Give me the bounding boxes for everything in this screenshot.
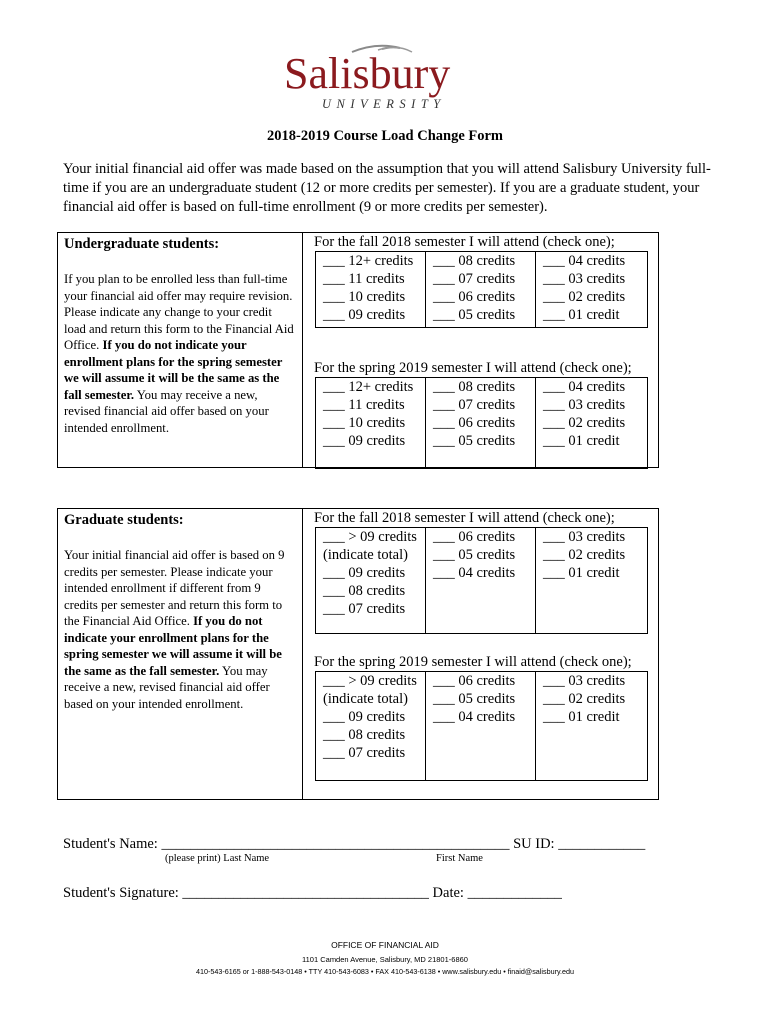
- grad-spring-options: [315, 671, 648, 781]
- footer-address: 1101 Camden Avenue, Salisbury, MD 21801-6860: [302, 955, 468, 964]
- credit-column: [536, 528, 647, 633]
- credit-option[interactable]: ___ 04 credits: [543, 253, 626, 269]
- credit-column: [316, 528, 426, 633]
- intro-paragraph: Your initial financial aid offer was made based on the assumption that you will attend Salisbury University full-time if you are an undergraduate student (12 or more credits per semester). If you are a graduate student, your financial aid offer is based on full-time enrollment (9 or more credits per semester).: [63, 161, 711, 215]
- credit-option[interactable]: ___ 07 credits: [323, 745, 406, 761]
- footer-office: OFFICE OF FINANCIAL AID: [331, 940, 439, 950]
- credit-option[interactable]: ___ 06 credits: [433, 673, 516, 689]
- credit-option[interactable]: ___ 01 credit: [543, 709, 620, 725]
- credit-column: [316, 252, 426, 327]
- credit-option[interactable]: ___ 11 credits: [323, 271, 405, 287]
- graduate-instructions: Your initial financial aid offer is based on 9 credits per semester. Please indicate your intended enrollment if different from 9 credits per semester and return this form to the Financial Aid Office. If you do not indicate your enrollment plans for the spring semester we will assume it will be the same as the fall semester. You may receive a new, revised financial aid offer based on your intended enrollment.: [64, 548, 285, 711]
- undergraduate-heading: Undergraduate students:: [64, 236, 220, 252]
- credit-option[interactable]: ___ 09 credits: [323, 709, 406, 725]
- first-name-caption: First Name: [436, 853, 483, 864]
- credit-option[interactable]: ___ 09 credits: [323, 565, 406, 581]
- undergrad-fall-label: For the fall 2018 semester I will attend (check one);: [314, 234, 615, 250]
- svg-text:Salisbury: Salisbury: [284, 49, 451, 98]
- credit-option[interactable]: ___ 08 credits: [323, 727, 406, 743]
- undergraduate-section: [57, 232, 659, 468]
- credit-option[interactable]: ___ 08 credits: [433, 253, 516, 269]
- grad-fall-label: For the fall 2018 semester I will attend (check one);: [314, 510, 615, 526]
- credit-option[interactable]: ___ > 09 credits: [323, 673, 417, 689]
- graduate-heading: Graduate students:: [64, 512, 184, 528]
- credit-option[interactable]: ___ 02 credits: [543, 415, 626, 431]
- credit-option[interactable]: ___ 09 credits: [323, 307, 406, 323]
- undergrad-spring-options: [315, 377, 648, 469]
- credit-column: [316, 672, 426, 780]
- credit-option[interactable]: ___ 06 credits: [433, 415, 516, 431]
- credit-option[interactable]: ___ 03 credits: [543, 529, 626, 545]
- grad-spring-label: For the spring 2019 semester I will attend (check one);: [314, 654, 632, 670]
- credit-option[interactable]: ___ 03 credits: [543, 397, 626, 413]
- credit-option[interactable]: ___ 01 credit: [543, 433, 620, 449]
- credit-option-note: (indicate total): [323, 547, 408, 563]
- credit-column: [316, 378, 426, 468]
- credit-option[interactable]: ___ 10 credits: [323, 415, 406, 431]
- credit-column: [536, 672, 647, 780]
- credit-option[interactable]: ___ 07 credits: [433, 271, 516, 287]
- credit-column: [426, 378, 536, 468]
- undergraduate-info: [58, 233, 303, 467]
- form-title: 2018-2019 Course Load Change Form: [266, 128, 504, 144]
- credit-option[interactable]: ___ 01 credit: [543, 307, 620, 323]
- undergrad-fall-options: [315, 251, 648, 328]
- credit-option[interactable]: ___ 08 credits: [323, 583, 406, 599]
- credit-option[interactable]: ___ 02 credits: [543, 289, 626, 305]
- gull-logo-icon: [282, 40, 492, 112]
- footer-contact: 410-543-6165 or 1-888-543-0148 • TTY 410-543-6083 • FAX 410-543-6138 • www.salisbury.edu • finaid@salisbury.edu: [195, 967, 575, 976]
- credit-column: [426, 672, 536, 780]
- credit-option[interactable]: ___ 10 credits: [323, 289, 406, 305]
- credit-option[interactable]: ___ 02 credits: [543, 691, 626, 707]
- credit-option[interactable]: ___ 12+ credits: [323, 253, 414, 269]
- credit-option[interactable]: ___ 07 credits: [323, 601, 406, 617]
- credit-column: [536, 252, 647, 327]
- credit-option[interactable]: ___ 05 credits: [433, 691, 516, 707]
- credit-column: [426, 252, 536, 327]
- credit-option[interactable]: ___ 08 credits: [433, 379, 516, 395]
- credit-option-note: (indicate total): [323, 691, 408, 707]
- grad-fall-options: [315, 527, 648, 634]
- credit-option[interactable]: ___ 04 credits: [543, 379, 626, 395]
- credit-option[interactable]: ___ 06 credits: [433, 289, 516, 305]
- graduate-section: [57, 508, 659, 800]
- credit-option[interactable]: ___ 05 credits: [433, 547, 516, 563]
- credit-option[interactable]: ___ 03 credits: [543, 673, 626, 689]
- svg-text:UNIVERSITY: UNIVERSITY: [322, 97, 446, 111]
- graduate-info: [58, 509, 303, 799]
- credit-column: [536, 378, 647, 468]
- credit-option[interactable]: ___ 11 credits: [323, 397, 405, 413]
- student-signature-line[interactable]: Student's Signature: __________________________________ Date: _____________: [63, 885, 562, 901]
- credit-option[interactable]: ___ 04 credits: [433, 565, 516, 581]
- credit-option[interactable]: ___ 05 credits: [433, 433, 516, 449]
- credit-column: [426, 528, 536, 633]
- undergraduate-instructions: If you plan to be enrolled less than full-time your financial aid offer may require revision. Please indicate any change to your credit load and return this form to the Financial Aid Office. If you do not indicate your enrollment plans for the spring semester we will assume it will be the same as the fall semester. You may receive a new, revised financial aid offer based on your intended enrollment.: [64, 272, 294, 435]
- undergrad-spring-label: For the spring 2019 semester I will attend (check one);: [314, 360, 632, 376]
- credit-option[interactable]: ___ 01 credit: [543, 565, 620, 581]
- last-name-caption: (please print) Last Name: [165, 853, 270, 864]
- credit-option[interactable]: ___ 04 credits: [433, 709, 516, 725]
- credit-option[interactable]: ___ > 09 credits: [323, 529, 417, 545]
- credit-option[interactable]: ___ 07 credits: [433, 397, 516, 413]
- salisbury-university-logo: [282, 40, 492, 112]
- credit-option[interactable]: ___ 06 credits: [433, 529, 516, 545]
- credit-option[interactable]: ___ 12+ credits: [323, 379, 414, 395]
- credit-option[interactable]: ___ 02 credits: [543, 547, 626, 563]
- credit-option[interactable]: ___ 05 credits: [433, 307, 516, 323]
- student-name-line[interactable]: Student's Name: ________________________________________________ SU ID: ____________: [63, 836, 646, 852]
- credit-option[interactable]: ___ 09 credits: [323, 433, 406, 449]
- credit-option[interactable]: ___ 03 credits: [543, 271, 626, 287]
